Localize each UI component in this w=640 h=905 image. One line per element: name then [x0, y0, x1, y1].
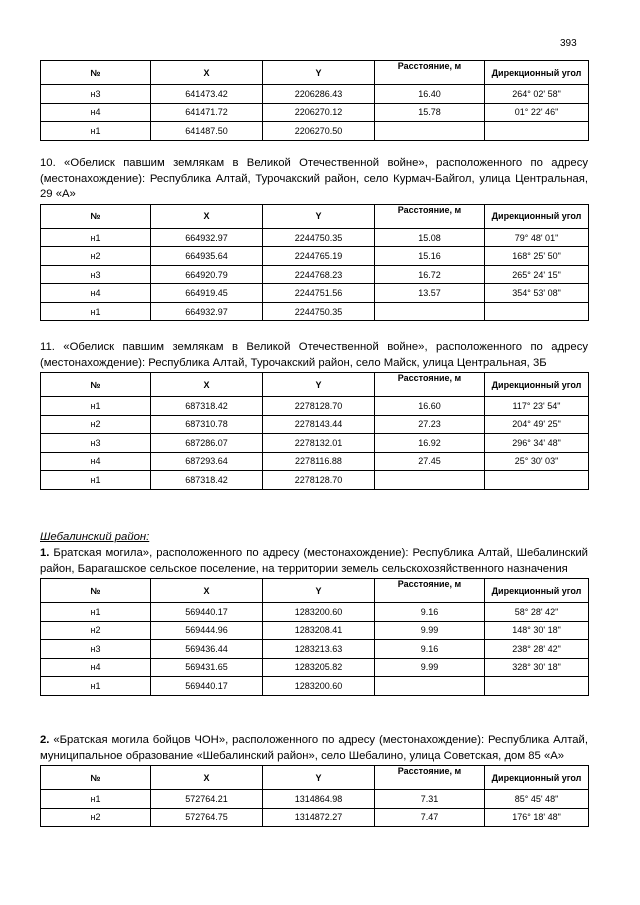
x-cell: 572764.21 [151, 790, 263, 809]
object-description [40, 733, 588, 764]
table-row [41, 247, 589, 266]
y-cell: 2278143.44 [263, 415, 375, 434]
x-cell: 687286.07 [151, 434, 263, 453]
table-row [41, 284, 589, 303]
table-row [41, 603, 589, 622]
header-distance: Расстояние, м [375, 373, 485, 397]
x-cell: 569440.17 [151, 677, 263, 696]
distance-cell: 9.99 [375, 621, 485, 640]
header-x: X [151, 579, 263, 603]
table-row [41, 103, 589, 122]
header-angle: Дирекционный угол [485, 204, 589, 228]
angle-cell: 79° 48' 01" [485, 228, 589, 247]
table-header-row [41, 204, 589, 228]
header-num: № [41, 61, 151, 85]
table-row [41, 85, 589, 104]
table-header-row [41, 373, 589, 397]
point-cell: н3 [41, 265, 151, 284]
y-cell: 1283205.82 [263, 658, 375, 677]
x-cell: 687318.42 [151, 397, 263, 416]
angle-cell: 01° 22' 46" [485, 103, 589, 122]
point-cell: н1 [41, 122, 151, 141]
angle-cell: 25° 30' 03" [485, 452, 589, 471]
y-cell: 2206270.50 [263, 122, 375, 141]
item-number: 1. [40, 547, 50, 559]
distance-cell: 7.31 [375, 790, 485, 809]
header-num: № [41, 766, 151, 790]
distance-cell [375, 471, 485, 490]
y-cell: 2244751.56 [263, 284, 375, 303]
angle-cell: 117° 23' 54" [485, 397, 589, 416]
distance-cell: 15.78 [375, 103, 485, 122]
y-cell: 1283208.41 [263, 621, 375, 640]
header-num: № [41, 579, 151, 603]
y-cell: 2244768.23 [263, 265, 375, 284]
header-y: Y [263, 61, 375, 85]
header-y: Y [263, 579, 375, 603]
table-row [41, 658, 589, 677]
section-shebalinsky-1 [40, 531, 588, 696]
header-angle: Дирекционный угол [485, 579, 589, 603]
x-cell: 664920.79 [151, 265, 263, 284]
y-cell: 2278128.70 [263, 397, 375, 416]
table-header-row [41, 579, 589, 603]
point-cell: н1 [41, 397, 151, 416]
header-num: № [41, 373, 151, 397]
x-cell: 687310.78 [151, 415, 263, 434]
point-cell: н2 [41, 621, 151, 640]
distance-cell: 27.23 [375, 415, 485, 434]
point-cell: н2 [41, 808, 151, 827]
x-cell: 569444.96 [151, 621, 263, 640]
table-row [41, 265, 589, 284]
x-cell: 572764.75 [151, 808, 263, 827]
coordinates-table [40, 578, 589, 696]
distance-cell: 16.92 [375, 434, 485, 453]
object-description [40, 546, 588, 577]
point-cell: н1 [41, 603, 151, 622]
distance-cell: 15.08 [375, 228, 485, 247]
header-angle: Дирекционный угол [485, 373, 589, 397]
y-cell: 1283200.60 [263, 677, 375, 696]
x-cell: 641471.72 [151, 103, 263, 122]
distance-cell: 27.45 [375, 452, 485, 471]
point-cell: н4 [41, 103, 151, 122]
x-cell: 569431.65 [151, 658, 263, 677]
header-x: X [151, 204, 263, 228]
header-x: X [151, 373, 263, 397]
table-row [41, 122, 589, 141]
table-header-row [41, 766, 589, 790]
angle-cell [485, 471, 589, 490]
x-cell: 687293.64 [151, 452, 263, 471]
distance-cell: 15.16 [375, 247, 485, 266]
point-cell: н3 [41, 434, 151, 453]
header-angle: Дирекционный угол [485, 61, 589, 85]
angle-cell: 296° 34' 48" [485, 434, 589, 453]
x-cell: 664935.64 [151, 247, 263, 266]
section-10 [40, 156, 588, 321]
point-cell: н4 [41, 452, 151, 471]
table-block-continuation [40, 60, 588, 141]
point-cell: н1 [41, 471, 151, 490]
distance-cell: 16.40 [375, 85, 485, 104]
x-cell: 569440.17 [151, 603, 263, 622]
y-cell: 1283213.63 [263, 640, 375, 659]
header-angle: Дирекционный угол [485, 766, 589, 790]
distance-cell: 16.60 [375, 397, 485, 416]
table-row [41, 452, 589, 471]
page-number: 393 [560, 38, 577, 49]
coordinates-table [40, 372, 589, 490]
angle-cell: 265° 24' 15" [485, 265, 589, 284]
header-y: Y [263, 373, 375, 397]
table-row [41, 621, 589, 640]
point-cell: н1 [41, 228, 151, 247]
distance-cell [375, 677, 485, 696]
y-cell: 2278132.01 [263, 434, 375, 453]
table-row [41, 228, 589, 247]
header-x: X [151, 61, 263, 85]
header-y: Y [263, 204, 375, 228]
section-11 [40, 340, 588, 490]
angle-cell: 204° 49' 25" [485, 415, 589, 434]
section-shebalinsky-2 [40, 733, 588, 827]
y-cell: 1314872.27 [263, 808, 375, 827]
point-cell: н4 [41, 658, 151, 677]
x-cell: 664919.45 [151, 284, 263, 303]
object-description: 11. «Обелиск павшим землякам в Великой Отечественной войне», расположенного по адресу (местонахождение): Республика Алтай, Турочакский район, село Майск, улица Центральная, 3Б [40, 341, 588, 369]
point-cell: н1 [41, 677, 151, 696]
header-distance: Расстояние, м [375, 579, 485, 603]
angle-cell: 264° 02' 58" [485, 85, 589, 104]
header-y: Y [263, 766, 375, 790]
y-cell: 2244765.19 [263, 247, 375, 266]
table-row [41, 640, 589, 659]
angle-cell: 85° 45' 48" [485, 790, 589, 809]
item-text: «Братская могила бойцов ЧОН», расположенного по адресу (местонахождение): Республика Алтай, муниципальное образование «Шебалинский район», село Шебалино, улица Советская, дом 85 «А» [40, 734, 588, 762]
x-cell: 641473.42 [151, 85, 263, 104]
x-cell: 641487.50 [151, 122, 263, 141]
table-header-row [41, 61, 589, 85]
point-cell: н3 [41, 85, 151, 104]
coordinates-table [40, 765, 589, 827]
angle-cell [485, 302, 589, 321]
table-row [41, 677, 589, 696]
distance-cell: 7.47 [375, 808, 485, 827]
distance-cell: 9.16 [375, 640, 485, 659]
x-cell: 687318.42 [151, 471, 263, 490]
x-cell: 569436.44 [151, 640, 263, 659]
item-number: 2. [40, 734, 50, 746]
y-cell: 2244750.35 [263, 228, 375, 247]
point-cell: н2 [41, 247, 151, 266]
table-row [41, 790, 589, 809]
y-cell: 1283200.60 [263, 603, 375, 622]
header-x: X [151, 766, 263, 790]
angle-cell: 168° 25' 50" [485, 247, 589, 266]
y-cell: 2206286.43 [263, 85, 375, 104]
table-row [41, 471, 589, 490]
object-description: 10. «Обелиск павшим землякам в Великой Отечественной войне», расположенного по адресу (местонахождение): Республика Алтай, Турочакский район, село Курмач-Байгол, улица Центральная, 29 «А» [40, 157, 588, 201]
distance-cell: 16.72 [375, 265, 485, 284]
x-cell: 664932.97 [151, 302, 263, 321]
table-row [41, 397, 589, 416]
header-distance: Расстояние, м [375, 204, 485, 228]
header-distance: Расстояние, м [375, 766, 485, 790]
point-cell: н1 [41, 302, 151, 321]
angle-cell: 238° 28' 42" [485, 640, 589, 659]
distance-cell: 9.16 [375, 603, 485, 622]
header-num: № [41, 204, 151, 228]
point-cell: н2 [41, 415, 151, 434]
table-row [41, 415, 589, 434]
angle-cell: 148° 30' 18" [485, 621, 589, 640]
point-cell: н4 [41, 284, 151, 303]
table-row [41, 302, 589, 321]
angle-cell: 176° 18' 48" [485, 808, 589, 827]
y-cell: 2278116.88 [263, 452, 375, 471]
table-row [41, 808, 589, 827]
point-cell: н1 [41, 790, 151, 809]
y-cell: 2206270.12 [263, 103, 375, 122]
angle-cell: 58° 28' 42" [485, 603, 589, 622]
distance-cell: 9.99 [375, 658, 485, 677]
distance-cell [375, 302, 485, 321]
y-cell: 2278128.70 [263, 471, 375, 490]
point-cell: н3 [41, 640, 151, 659]
y-cell: 1314864.98 [263, 790, 375, 809]
header-distance: Расстояние, м [375, 61, 485, 85]
angle-cell: 328° 30' 18" [485, 658, 589, 677]
coordinates-table [40, 60, 589, 141]
district-heading: Шебалинский район: [40, 531, 150, 543]
distance-cell: 13.57 [375, 284, 485, 303]
angle-cell: 354° 53' 08" [485, 284, 589, 303]
x-cell: 664932.97 [151, 228, 263, 247]
angle-cell [485, 677, 589, 696]
y-cell: 2244750.35 [263, 302, 375, 321]
coordinates-table [40, 204, 589, 322]
angle-cell [485, 122, 589, 141]
table-row [41, 434, 589, 453]
distance-cell [375, 122, 485, 141]
item-text: Братская могила», расположенного по адресу (местонахождение): Республика Алтай, Шебалинский район, Барагашское сельское поселение, на территории земель сельскохозяйственного назначения [40, 547, 588, 575]
